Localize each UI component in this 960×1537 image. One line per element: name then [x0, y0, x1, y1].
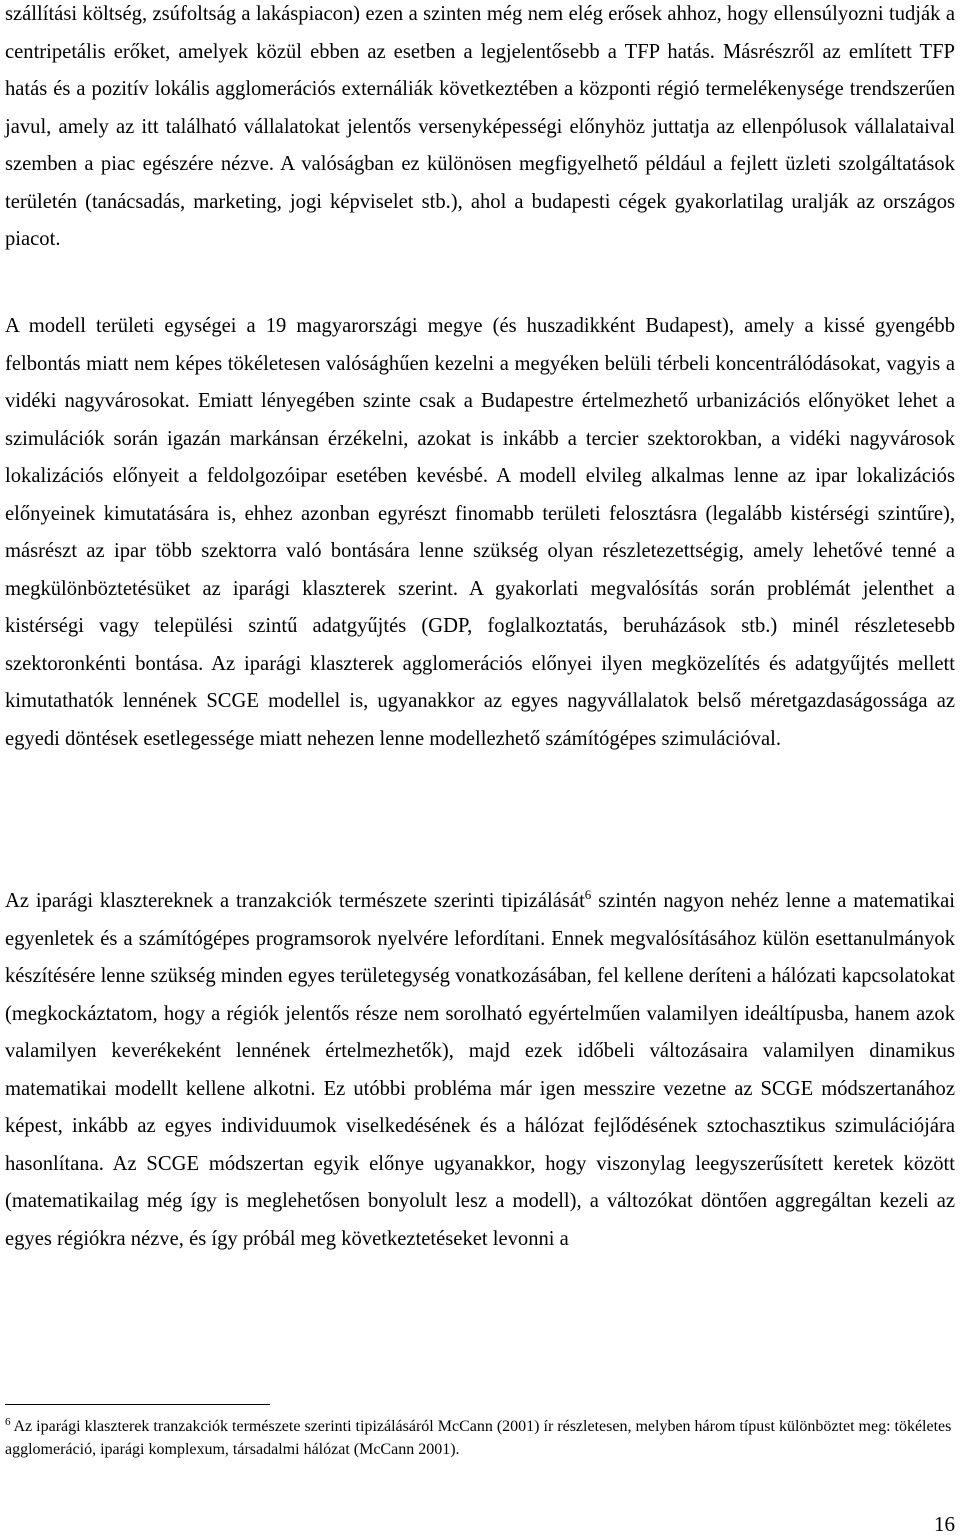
- paragraph-3: [5, 883, 955, 1258]
- paragraph-2: A modell területi egységei a 19 magyarországi megye (és huszadikként Budapest), amely a kissé gyengébb felbontás miatt nem képes tökéletesen valósághűen kezelni a megyéken belüli térbeli koncentrálódásokat, vagyis a vidéki nagyvárosokat. Emiatt lényegében szinte csak a Budapestre értelmezhető urbanizációs előnyöket lehet a szimulációk során igazán markánsan érzékelni, azokat is inkább a tercier szektorokban, a vidéki nagyvárosok lokalizációs előnyeit a feldolgozóipar esetében kevésbé. A modell elvileg alkalmas lenne az ipar lokalizációs előnyeinek kimutatására is, ehhez azonban egyrészt finomabb területi felosztásra (legalább kistérségi szintűre), másrészt az ipar több szektorra való bontására lenne szükség olyan részletezettségig, amely lehetővé tenné a megkülönböztetésüket az iparági klaszterek szerint. A gyakorlati megvalósítás során problémát jelenthet a kistérségi vagy települési szintű adatgyűjtés (GDP, foglalkoztatás, beruházások stb.) minél részletesebb szektoronkénti bontása. Az iparági klaszterek agglomerációs előnyei ilyen megközelítés és adatgyűjtés mellett kimutathatók lennének SCGE modellel is, ugyanakkor az egyes nagyvállalatok belső méretgazdaságossága az egyedi döntések esetlegessége miatt nehezen lenne modellezhető számítógépes szimulációval.: [5, 315, 955, 750]
- page-number: 16: [934, 1512, 955, 1536]
- footnote: [5, 1415, 955, 1461]
- paragraph-3-text-end: szintén nagyon nehéz lenne a matematikai egyenletek és a számítógépes programsorok nyelvére lefordítani. Ennek megvalósításához külön esettanulmányok készítésére lenne szükség minden egyes területegység vonatkozásában, fel kellene deríteni a hálózati kapcsolatokat (megkockáztatom, hogy a régiók jelentős része nem sorolható egyértelműen valamilyen ideáltípusba, hanem azok valamilyen keverékeként lennének értelmezhetők), majd ezek időbeli változásaira valamilyen dinamikus matematikai modellt kellene alkotni. Ez utóbbi probléma már igen messzire vezetne az SCGE módszertanához képest, inkább az egyes individuumok viselkedésének és a hálózat fejlődésének sztochasztikus szimulációjára hasonlítana. Az SCGE módszertan egyik előnye ugyanakkor, hogy viszonylag leegyszerűsített keretek között (matematikailag még így is meglehetősen bonyolult lesz a modell), a változókat döntően aggregáltan kezeli az egyes régiókra nézve, és így próbál meg következtetéseket levonni a: [5, 890, 955, 1250]
- footnote-separator: [5, 1404, 270, 1405]
- footnote-reference[interactable]: 6: [584, 887, 592, 903]
- footnote-number: 6: [5, 1415, 11, 1428]
- paragraph-3-text-start: Az iparági klasztereknek a tranzakciók természete szerinti tipizálását: [5, 890, 585, 912]
- footnote-text: Az iparági klaszterek tranzakciók természete szerinti tipizálásáról McCann (2001) ír részletesen, melyben három típust különböztet meg: tökéletes agglomeráció, iparági komplexum, társadalmi hálózat (McCann 2001).: [5, 1418, 952, 1458]
- paragraph-1: szállítási költség, zsúfoltság a lakáspiacon) ezen a szinten még nem elég erősek ahhoz, hogy ellensúlyozni tudják a centripetális erőket, amelyek közül ebben az esetben a legjelentősebb a TFP hatás. Másrészről az említett TFP hatás és a pozitív lokális agglomerációs externáliák következtében a központi régió termelékenysége trendszerűen javul, amely az itt található vállalatokat jelentős versenyképességi előnyhöz juttatja az ellenpólusok vállalataival szemben a piac egészére nézve. A valóságban ez különösen megfigyelhető például a fejlett üzleti szolgáltatások területén (tanácsadás, marketing, jogi képviselet stb.), ahol a budapesti cégek gyakorlatilag uralják az országos piacot.: [5, 3, 955, 250]
